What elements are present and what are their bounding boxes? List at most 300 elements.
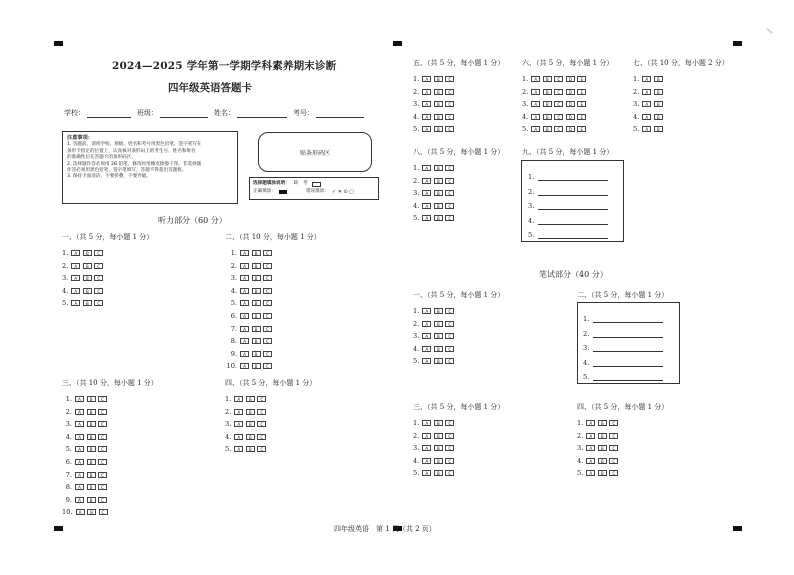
option-bubble-c[interactable]: C bbox=[98, 446, 107, 452]
option-bubble-b[interactable]: B bbox=[654, 89, 663, 95]
option-bubble-c[interactable]: C bbox=[98, 409, 107, 415]
option-bubble-a[interactable]: A bbox=[240, 313, 249, 319]
option-bubble-b[interactable]: B bbox=[246, 446, 255, 452]
option-bubble-c[interactable]: C bbox=[609, 470, 618, 476]
answer-row bbox=[522, 100, 589, 108]
option-bubble-c[interactable]: C bbox=[554, 89, 563, 95]
option-bubble-b[interactable]: B bbox=[434, 89, 443, 95]
option-bubble-a[interactable]: A bbox=[422, 333, 431, 339]
option-bubble-b[interactable]: B bbox=[434, 165, 443, 171]
question-number: 3. bbox=[413, 100, 420, 109]
option-bubble-a[interactable]: A bbox=[240, 288, 249, 294]
option-bubble-b[interactable]: B bbox=[83, 275, 92, 281]
answer-row bbox=[62, 483, 110, 491]
option-bubble-b[interactable]: B bbox=[252, 313, 261, 319]
option-bubble-c[interactable]: C bbox=[445, 470, 454, 476]
option-bubble-c[interactable]: C bbox=[263, 275, 272, 281]
option-bubble-e[interactable]: E bbox=[577, 114, 586, 120]
section-header-l7: 七、（共 10 分，每小题 2 分） bbox=[633, 59, 729, 67]
option-bubble-a[interactable]: A bbox=[71, 300, 80, 306]
option-bubble-c[interactable]: C bbox=[445, 126, 454, 132]
question-number: 5. bbox=[633, 125, 640, 134]
option-bubble-c[interactable]: C bbox=[445, 433, 454, 439]
option-bubble-c[interactable]: C bbox=[445, 114, 454, 120]
question-number: 1. bbox=[230, 249, 237, 257]
option-bubble-d[interactable]: D bbox=[566, 114, 575, 120]
option-bubble-b[interactable]: B bbox=[252, 326, 261, 332]
option-bubble-b[interactable]: B bbox=[246, 396, 255, 402]
answer-row bbox=[413, 444, 457, 452]
option-bubble-b[interactable]: B bbox=[87, 484, 96, 490]
option-bubble-a[interactable]: A bbox=[234, 446, 243, 452]
answer-row bbox=[633, 125, 665, 133]
answer-row bbox=[577, 457, 621, 465]
option-bubble-c[interactable]: C bbox=[445, 215, 454, 221]
option-bubble-c[interactable]: C bbox=[554, 126, 563, 132]
option-bubble-b[interactable]: B bbox=[87, 509, 96, 515]
question-number: 4. bbox=[230, 286, 237, 295]
option-bubble-a[interactable]: A bbox=[240, 351, 249, 357]
option-bubble-a[interactable]: A bbox=[75, 484, 84, 490]
question-number: 3. bbox=[413, 444, 420, 453]
option-bubble-c[interactable]: C bbox=[94, 288, 103, 294]
answer-row bbox=[522, 75, 589, 83]
option-bubble-a[interactable]: A bbox=[422, 101, 431, 107]
answer-row bbox=[62, 433, 110, 441]
answer-row bbox=[225, 408, 269, 416]
option-bubble-c[interactable]: C bbox=[445, 76, 454, 82]
answer-row bbox=[225, 433, 269, 441]
option-bubble-c[interactable]: C bbox=[445, 101, 454, 107]
option-bubble-c[interactable]: C bbox=[263, 351, 272, 357]
question-number: 3. bbox=[577, 444, 584, 453]
option-bubble-b[interactable]: B bbox=[434, 101, 443, 107]
question-number: 2. bbox=[413, 431, 420, 440]
option-bubble-b[interactable]: B bbox=[434, 420, 443, 426]
corner-marker bbox=[54, 41, 63, 46]
section-header-l5: 五、（共 5 分，每小题 1 分） bbox=[413, 59, 505, 67]
option-bubble-a[interactable]: A bbox=[586, 458, 595, 464]
question-number: 4. bbox=[413, 112, 420, 121]
question-number: 7. bbox=[65, 470, 72, 479]
wrong-fill-label: 错误填涂： bbox=[305, 189, 329, 194]
barcode-label: 贴条形码区 bbox=[299, 149, 330, 157]
question-number: 6. bbox=[65, 458, 72, 466]
option-bubble-a[interactable]: A bbox=[422, 321, 431, 327]
option-bubble-a[interactable]: A bbox=[422, 203, 431, 209]
option-bubble-c[interactable]: C bbox=[554, 76, 563, 82]
absent-label: 缺 考 bbox=[293, 181, 308, 186]
option-bubble-a[interactable]: A bbox=[76, 509, 85, 515]
option-bubble-b[interactable]: B bbox=[87, 421, 96, 427]
question-number: 2. bbox=[633, 87, 640, 96]
option-bubble-c[interactable]: C bbox=[445, 190, 454, 196]
option-bubble-a[interactable]: A bbox=[240, 263, 249, 269]
option-bubble-b[interactable]: B bbox=[598, 458, 607, 464]
option-bubble-a[interactable]: A bbox=[422, 165, 431, 171]
option-bubble-b[interactable]: B bbox=[434, 190, 443, 196]
option-bubble-a[interactable]: A bbox=[422, 346, 431, 352]
option-bubble-b[interactable]: B bbox=[252, 275, 261, 281]
option-bubble-c[interactable]: C bbox=[257, 396, 266, 402]
option-bubble-c[interactable]: C bbox=[257, 421, 266, 427]
option-bubble-a[interactable]: A bbox=[531, 89, 540, 95]
option-bubble-d[interactable]: D bbox=[566, 89, 575, 95]
option-bubble-b[interactable]: B bbox=[246, 434, 255, 440]
option-bubble-b[interactable]: B bbox=[87, 497, 96, 503]
option-bubble-b[interactable]: B bbox=[654, 126, 663, 132]
option-bubble-a[interactable]: A bbox=[75, 497, 84, 503]
question-number: 2. bbox=[230, 261, 237, 270]
option-bubble-b[interactable]: B bbox=[543, 89, 552, 95]
option-bubble-b[interactable]: B bbox=[434, 76, 443, 82]
option-bubble-d[interactable]: D bbox=[566, 101, 575, 107]
option-bubble-b[interactable]: B bbox=[252, 288, 261, 294]
section-header-l3: 三、（共 10 分，每小题 1 分） bbox=[62, 379, 158, 387]
option-bubble-b[interactable]: B bbox=[87, 434, 96, 440]
answer-row bbox=[225, 395, 269, 403]
option-bubble-a[interactable]: A bbox=[531, 126, 540, 132]
option-bubble-a[interactable]: A bbox=[75, 446, 84, 452]
listening-part-title: 听力部分（60 分） bbox=[158, 216, 227, 225]
option-bubble-a[interactable]: A bbox=[531, 114, 540, 120]
exam-number-field[interactable]: 考号： bbox=[293, 108, 364, 118]
option-bubble-c[interactable]: C bbox=[554, 101, 563, 107]
option-bubble-c[interactable]: C bbox=[98, 497, 107, 503]
question-number: 5. bbox=[230, 299, 237, 308]
correct-fill-sample bbox=[279, 190, 287, 194]
question-number: 5. bbox=[413, 357, 420, 366]
question-number: 2. bbox=[62, 261, 69, 270]
notice-line: 1. 答题前，请将学校、班级、姓名和考号用黑色铅笔、签字笔写在 bbox=[67, 142, 202, 148]
option-bubble-c[interactable]: C bbox=[98, 434, 107, 440]
question-number: 1. bbox=[413, 75, 420, 83]
writing-part-title: 笔试部分（40 分） bbox=[539, 270, 608, 279]
option-bubble-a[interactable]: A bbox=[586, 420, 595, 426]
question-number: 4. bbox=[225, 432, 232, 441]
option-bubble-c[interactable]: C bbox=[263, 313, 272, 319]
question-number: 2. bbox=[583, 329, 590, 338]
notice-line: 2. 选择题作答必须用 2B 铅笔，修改时用橡皮擦擦干净。非选择题 bbox=[67, 161, 202, 167]
option-bubble-c[interactable]: C bbox=[445, 321, 454, 327]
option-bubble-a[interactable]: A bbox=[71, 263, 80, 269]
option-bubble-b[interactable]: B bbox=[598, 470, 607, 476]
option-bubble-a[interactable]: A bbox=[75, 421, 84, 427]
option-bubble-b[interactable]: B bbox=[543, 126, 552, 132]
option-bubble-b[interactable]: B bbox=[654, 76, 663, 82]
option-bubble-c[interactable]: C bbox=[94, 263, 103, 269]
option-bubble-a[interactable]: A bbox=[75, 396, 84, 402]
option-bubble-c[interactable]: C bbox=[263, 263, 272, 269]
option-bubble-b[interactable]: B bbox=[252, 263, 261, 269]
option-bubble-c[interactable]: C bbox=[263, 300, 272, 306]
option-bubble-c[interactable]: C bbox=[445, 346, 454, 352]
question-number: 3. bbox=[633, 100, 640, 109]
question-number: 3. bbox=[522, 100, 529, 109]
option-bubble-c[interactable]: C bbox=[609, 433, 618, 439]
page-subtitle: 四年级英语答题卡 bbox=[168, 82, 252, 94]
option-bubble-a[interactable]: A bbox=[71, 275, 80, 281]
option-bubble-b[interactable]: B bbox=[87, 396, 96, 402]
option-bubble-a[interactable]: A bbox=[422, 470, 431, 476]
option-bubble-c[interactable]: C bbox=[257, 434, 266, 440]
option-bubble-c[interactable]: C bbox=[609, 458, 618, 464]
question-number: 5. bbox=[225, 445, 232, 454]
option-bubble-a[interactable]: A bbox=[75, 409, 84, 415]
option-bubble-a[interactable]: A bbox=[642, 101, 651, 107]
answer-row bbox=[62, 471, 110, 479]
option-bubble-c[interactable]: C bbox=[445, 333, 454, 339]
option-bubble-b[interactable]: B bbox=[654, 101, 663, 107]
answer-row bbox=[62, 287, 106, 295]
option-bubble-a[interactable]: A bbox=[234, 409, 243, 415]
question-number: 1. bbox=[62, 249, 69, 257]
option-bubble-b[interactable]: B bbox=[543, 114, 552, 120]
option-bubble-c[interactable]: C bbox=[257, 409, 266, 415]
option-bubble-b[interactable]: B bbox=[252, 338, 261, 344]
option-bubble-b[interactable]: B bbox=[83, 288, 92, 294]
option-bubble-c[interactable]: C bbox=[263, 250, 272, 256]
fill-guide bbox=[249, 177, 379, 200]
absent-checkbox[interactable] bbox=[312, 182, 321, 187]
question-number: 2. bbox=[65, 407, 72, 416]
option-bubble-c[interactable]: C bbox=[98, 459, 107, 465]
option-bubble-b[interactable]: B bbox=[543, 101, 552, 107]
option-bubble-b[interactable]: B bbox=[434, 433, 443, 439]
question-number: 1. bbox=[583, 315, 590, 323]
answer-row bbox=[413, 332, 457, 340]
option-bubble-a[interactable]: A bbox=[531, 101, 540, 107]
option-bubble-a[interactable]: A bbox=[422, 215, 431, 221]
answer-row bbox=[413, 177, 457, 185]
option-bubble-a[interactable]: A bbox=[240, 250, 249, 256]
option-bubble-b[interactable]: B bbox=[654, 114, 663, 120]
section-header-l4: 四、（共 5 分，每小题 1 分） bbox=[225, 379, 317, 387]
option-bubble-b[interactable]: B bbox=[434, 445, 443, 451]
option-bubble-c[interactable]: C bbox=[98, 472, 107, 478]
question-number: 3. bbox=[413, 332, 420, 341]
option-bubble-c[interactable]: C bbox=[445, 458, 454, 464]
page-footer: 四年级英语 第 1 页（共 2 页） bbox=[334, 525, 436, 533]
option-bubble-c[interactable]: C bbox=[263, 288, 272, 294]
option-bubble-c[interactable]: C bbox=[94, 250, 103, 256]
option-bubble-b[interactable]: B bbox=[83, 300, 92, 306]
option-bubble-a[interactable]: A bbox=[422, 76, 431, 82]
option-bubble-c[interactable]: C bbox=[445, 89, 454, 95]
option-bubble-a[interactable]: A bbox=[422, 433, 431, 439]
option-bubble-a[interactable]: A bbox=[422, 126, 431, 132]
option-bubble-b[interactable]: B bbox=[252, 250, 261, 256]
option-bubble-b[interactable]: B bbox=[543, 76, 552, 82]
answer-row bbox=[413, 457, 457, 465]
option-bubble-a[interactable]: A bbox=[642, 76, 651, 82]
option-bubble-b[interactable]: B bbox=[434, 215, 443, 221]
option-bubble-b[interactable]: B bbox=[83, 263, 92, 269]
question-number: 1. bbox=[413, 164, 420, 172]
option-bubble-b[interactable]: B bbox=[87, 446, 96, 452]
option-bubble-a[interactable]: A bbox=[642, 114, 651, 120]
option-bubble-a[interactable]: A bbox=[422, 458, 431, 464]
answer-row bbox=[522, 113, 589, 121]
option-bubble-a[interactable]: A bbox=[234, 396, 243, 402]
option-bubble-a[interactable]: A bbox=[240, 338, 249, 344]
option-bubble-e[interactable]: E bbox=[577, 89, 586, 95]
option-bubble-a[interactable]: A bbox=[240, 300, 249, 306]
question-number: 5. bbox=[413, 125, 420, 134]
option-bubble-a[interactable]: A bbox=[422, 308, 431, 314]
option-bubble-a[interactable]: A bbox=[75, 459, 84, 465]
answer-row bbox=[225, 274, 275, 282]
option-bubble-b[interactable]: B bbox=[434, 308, 443, 314]
section-header-l2: 二、（共 10 分，每小题 1 分） bbox=[225, 233, 321, 241]
option-bubble-c[interactable]: C bbox=[445, 308, 454, 314]
class-field[interactable]: 班级： bbox=[137, 108, 208, 118]
option-bubble-a[interactable]: A bbox=[422, 190, 431, 196]
question-number: 7. bbox=[230, 324, 237, 333]
option-bubble-c[interactable]: C bbox=[554, 114, 563, 120]
answer-row bbox=[413, 357, 457, 365]
option-bubble-a[interactable]: A bbox=[642, 89, 651, 95]
option-bubble-c[interactable]: C bbox=[257, 446, 266, 452]
question-number: 3. bbox=[528, 202, 535, 210]
option-bubble-a[interactable]: A bbox=[642, 126, 651, 132]
option-bubble-e[interactable]: E bbox=[577, 101, 586, 107]
option-bubble-b[interactable]: B bbox=[434, 114, 443, 120]
question-number: 5. bbox=[413, 214, 420, 223]
option-bubble-b[interactable]: B bbox=[83, 250, 92, 256]
option-bubble-a[interactable]: A bbox=[422, 420, 431, 426]
option-bubble-a[interactable]: A bbox=[240, 363, 249, 369]
answer-row bbox=[62, 299, 106, 307]
answer-row bbox=[413, 189, 457, 197]
option-bubble-a[interactable]: A bbox=[586, 445, 595, 451]
option-bubble-c[interactable]: C bbox=[98, 421, 107, 427]
question-number: 1. bbox=[413, 307, 420, 315]
option-bubble-c[interactable]: C bbox=[263, 326, 272, 332]
option-bubble-c[interactable]: C bbox=[99, 509, 108, 515]
answer-row bbox=[413, 202, 457, 210]
question-number: 5. bbox=[522, 125, 529, 134]
option-bubble-b[interactable]: B bbox=[246, 409, 255, 415]
option-bubble-b[interactable]: B bbox=[598, 420, 607, 426]
option-bubble-e[interactable]: E bbox=[577, 76, 586, 82]
option-bubble-c[interactable]: C bbox=[609, 420, 618, 426]
option-bubble-a[interactable]: A bbox=[422, 114, 431, 120]
section-header-w4: 四、（共 5 分，每小题 1 分） bbox=[577, 403, 669, 411]
barcode-area bbox=[258, 132, 372, 172]
option-bubble-b[interactable]: B bbox=[252, 363, 261, 369]
question-number: 10. bbox=[62, 508, 73, 517]
option-bubble-a[interactable]: A bbox=[422, 89, 431, 95]
option-bubble-a[interactable]: A bbox=[71, 250, 80, 256]
option-bubble-b[interactable]: B bbox=[252, 300, 261, 306]
option-bubble-a[interactable]: A bbox=[422, 358, 431, 364]
question-number: 4. bbox=[583, 358, 590, 367]
option-bubble-b[interactable]: B bbox=[434, 470, 443, 476]
answer-row bbox=[413, 320, 457, 328]
corner-marker bbox=[54, 526, 63, 531]
option-bubble-b[interactable]: B bbox=[434, 358, 443, 364]
section-header-w3: 三、（共 5 分，每小题 1 分） bbox=[413, 403, 505, 411]
option-bubble-c[interactable]: C bbox=[445, 178, 454, 184]
option-bubble-e[interactable]: E bbox=[577, 126, 586, 132]
option-bubble-b[interactable]: B bbox=[434, 458, 443, 464]
corner-marker bbox=[733, 41, 742, 46]
option-bubble-c[interactable]: C bbox=[98, 484, 107, 490]
question-number: 1. bbox=[522, 75, 529, 83]
question-number: 4. bbox=[413, 456, 420, 465]
option-bubble-c[interactable]: C bbox=[609, 445, 618, 451]
option-bubble-a[interactable]: A bbox=[75, 472, 84, 478]
option-bubble-a[interactable]: A bbox=[422, 178, 431, 184]
option-bubble-b[interactable]: B bbox=[434, 321, 443, 327]
option-bubble-a[interactable]: A bbox=[240, 326, 249, 332]
question-number: 1. bbox=[633, 75, 640, 83]
option-bubble-b[interactable]: B bbox=[434, 333, 443, 339]
option-bubble-c[interactable]: C bbox=[94, 275, 103, 281]
option-bubble-d[interactable]: D bbox=[566, 126, 575, 132]
option-bubble-a[interactable]: A bbox=[234, 434, 243, 440]
option-bubble-c[interactable]: C bbox=[263, 363, 272, 369]
option-bubble-b[interactable]: B bbox=[598, 445, 607, 451]
question-number: 2. bbox=[413, 319, 420, 328]
option-bubble-c[interactable]: C bbox=[263, 338, 272, 344]
option-bubble-b[interactable]: B bbox=[434, 126, 443, 132]
option-bubble-b[interactable]: B bbox=[87, 472, 96, 478]
answer-row bbox=[62, 496, 110, 504]
name-field[interactable]: 姓名： bbox=[214, 108, 287, 118]
option-bubble-a[interactable]: A bbox=[71, 288, 80, 294]
question-number: 3. bbox=[230, 274, 237, 283]
option-bubble-a[interactable]: A bbox=[422, 445, 431, 451]
option-bubble-b[interactable]: B bbox=[434, 203, 443, 209]
option-bubble-c[interactable]: C bbox=[445, 445, 454, 451]
notice-line: 条形卡指定的位置上，认真核对条形码上的考生号、姓名和班名 bbox=[67, 148, 196, 154]
option-bubble-a[interactable]: A bbox=[234, 421, 243, 427]
option-bubble-c[interactable]: C bbox=[445, 358, 454, 364]
option-bubble-a[interactable]: A bbox=[586, 433, 595, 439]
option-bubble-a[interactable]: A bbox=[240, 275, 249, 281]
option-bubble-d[interactable]: D bbox=[566, 76, 575, 82]
center-marker bbox=[393, 41, 402, 46]
answer-row bbox=[413, 113, 457, 121]
option-bubble-b[interactable]: B bbox=[434, 346, 443, 352]
answer-row bbox=[577, 419, 621, 427]
option-bubble-b[interactable]: B bbox=[252, 351, 261, 357]
option-bubble-a[interactable]: A bbox=[586, 470, 595, 476]
school-field[interactable]: 学校： bbox=[64, 108, 131, 118]
option-bubble-b[interactable]: B bbox=[598, 433, 607, 439]
question-number: 4. bbox=[633, 112, 640, 121]
question-number: 6. bbox=[230, 312, 237, 320]
option-bubble-c[interactable]: C bbox=[98, 396, 107, 402]
option-bubble-a[interactable]: A bbox=[531, 76, 540, 82]
option-bubble-c[interactable]: C bbox=[445, 420, 454, 426]
option-bubble-c[interactable]: C bbox=[94, 300, 103, 306]
option-bubble-c[interactable]: C bbox=[445, 165, 454, 171]
section-9-answer-box bbox=[521, 160, 624, 242]
question-number: 5. bbox=[62, 299, 69, 308]
option-bubble-a[interactable]: A bbox=[75, 434, 84, 440]
answer-row bbox=[62, 420, 110, 428]
question-number: 1. bbox=[577, 419, 584, 427]
option-bubble-c[interactable]: C bbox=[445, 203, 454, 209]
option-bubble-b[interactable]: B bbox=[246, 421, 255, 427]
option-bubble-b[interactable]: B bbox=[87, 409, 96, 415]
answer-row bbox=[225, 420, 269, 428]
option-bubble-b[interactable]: B bbox=[434, 178, 443, 184]
option-bubble-b[interactable]: B bbox=[87, 459, 96, 465]
